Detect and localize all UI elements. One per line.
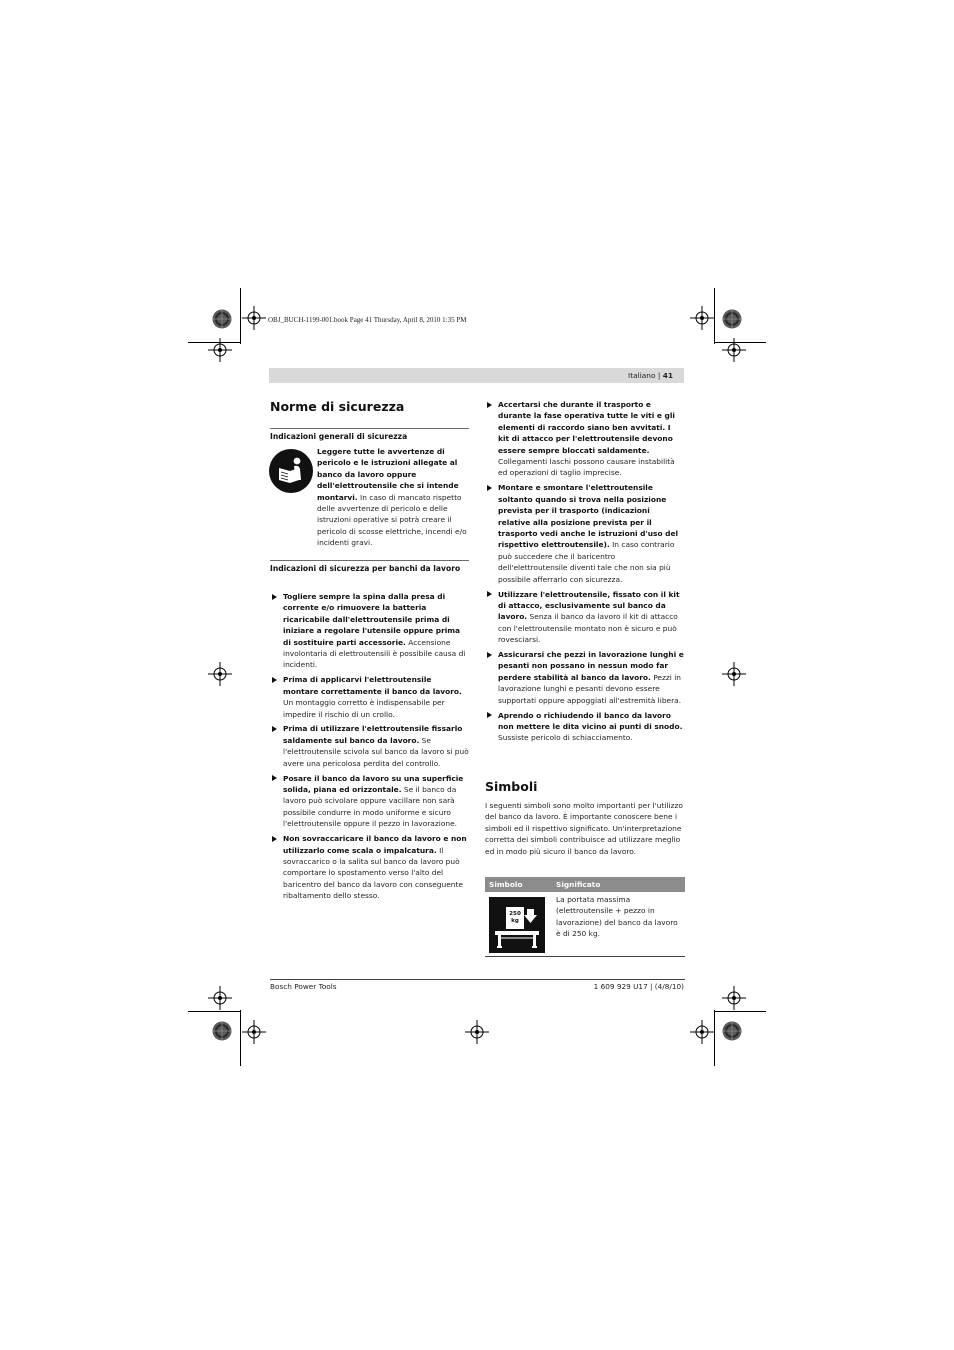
- section-title-symbols: Simboli: [485, 779, 538, 794]
- crop-line: [714, 288, 715, 344]
- header-language: Italiano: [628, 371, 656, 380]
- transport-bullet-list: [485, 399, 684, 747]
- divider: [270, 560, 469, 561]
- workbench-bullet-list: [270, 591, 469, 905]
- bullet-text: Sussiste pericolo di schiacciamento.: [498, 733, 633, 743]
- symbols-intro: I seguenti simboli sono molto importanti per l'utilizzo del banco da lavoro. È importante conoscere bene i simboli ed il rispettivo significato. Un'interpretazione corretta dei simboli contribuisce ad utilizzare meglio ed in modo più sicuro il banco da lavoro.: [485, 801, 683, 856]
- list-item: [485, 399, 684, 479]
- registration-crosshair-icon: [208, 662, 232, 686]
- bullet-bold: Prima di applicarvi l'elettroutensile montare correttamente il banco da lavoro.: [283, 675, 462, 696]
- list-item: [270, 674, 469, 720]
- footer-brand: Bosch Power Tools: [270, 982, 337, 991]
- color-target-icon: [212, 1021, 232, 1041]
- bullet-bold: Utilizzare l'elettroutensile, fissato con il kit di attacco, esclusivamente sul banco da lavoro.: [498, 589, 680, 622]
- color-target-icon: [212, 309, 232, 329]
- bullet-bold: Posare il banco da lavoro su una superficie solida, piana ed orizzontale.: [283, 773, 464, 794]
- bullet-bold: Prima di utilizzare l'elettroutensile fissarlo saldamente sul banco da lavoro.: [283, 724, 463, 745]
- list-item: [485, 482, 684, 585]
- list-item: [485, 710, 684, 744]
- registration-crosshair-icon: [722, 662, 746, 686]
- header-bar: [269, 368, 684, 383]
- list-item: [270, 723, 469, 769]
- bullet-bold: Aprendo o richiudendo il banco da lavoro non mettere le dita vicino ai punti di snodo.: [498, 710, 683, 731]
- bullet-bold: Non sovraccaricare il banco da lavoro e non utilizzarlo come scala o impalcatura.: [283, 834, 467, 855]
- list-item: [485, 649, 684, 706]
- bullet-text: Il sovraccarico o la salita sul banco da lavoro può comportare lo spostamento verso l'alto del baricentro del banco da lavoro con conseguente ribaltamento dello stesso.: [283, 845, 463, 901]
- registration-crosshair-icon: [722, 986, 746, 1010]
- registration-crosshair-icon: [465, 1020, 489, 1044]
- footer-doc-id: 1 609 929 U17 | (4/8/10): [593, 982, 684, 991]
- subsection-title-general: Indicazioni generali di sicurezza: [270, 432, 408, 441]
- header-separator: |: [657, 371, 661, 380]
- max-load-250kg-icon: [489, 897, 545, 957]
- section-title-safety: Norme di sicurezza: [270, 399, 405, 414]
- column-header-meaning: Significato: [556, 880, 601, 889]
- book-file-line: OBJ_BUCH-1199-001.book Page 41 Thursday, April 8, 2010 1:35 PM: [268, 316, 467, 324]
- registration-crosshair-icon: [690, 306, 714, 330]
- max-load-meaning: La portata massima (elettroutensile + pezzo in lavorazione) del banco da lavoro è di 250 kg.: [556, 895, 678, 939]
- list-item: [270, 833, 469, 901]
- bullet-bold: Montare e smontare l'elettroutensile soltanto quando si trova nella posizione prevista per il trasporto (indicazioni relative alla posizione prevista per il trasporto vedi anche le istruzioni d'uso del rispettivo elettroutensile).: [498, 483, 679, 550]
- symbols-table-header: [485, 877, 685, 892]
- registration-crosshair-icon: [242, 1020, 266, 1044]
- bullet-text: Se l'elettroutensile scivola sul banco da lavoro si può avere una pericolosa perdita del controllo.: [283, 735, 469, 768]
- bullet-text: In caso contrario può succedere che il baricentro dell'elettroutensile diventi tale che non sia più possibile afferrarlo con sicurezza.: [498, 540, 675, 584]
- crop-line: [188, 1011, 240, 1012]
- bullet-text: Pezzi in lavorazione lunghi e pesanti devono essere supportati oppure appoggiati all'estremità libera.: [498, 672, 682, 705]
- bullet-bold: Togliere sempre la spina dalla presa di corrente e/o rimuovere la batteria ricaricabile dall'elettroutensile prima di iniziare a regolare l'utensile oppure prima di sostituire parti accessorie.: [283, 592, 461, 647]
- column-header-symbol: Simbolo: [489, 880, 523, 889]
- general-warning-paragraph: [317, 446, 469, 549]
- footer-rule: [270, 979, 685, 980]
- bullet-bold: Assicurarsi che pezzi in lavorazione lunghi e pesanti non possano in nessun modo far perdere stabilità al banco da lavoro.: [498, 650, 684, 682]
- bullet-text: Se il banco da lavoro può scivolare oppure vacillare non sarà possibile condurre in modo uniforme e sicuro l'elettroutensile oppure il pezzo in lavorazione.: [283, 785, 458, 829]
- registration-crosshair-icon: [722, 338, 746, 362]
- list-item: [270, 591, 469, 671]
- crop-line: [240, 1010, 241, 1066]
- general-warning-text: In caso di mancato rispetto delle avvertenze di pericolo e delle istruzioni operative si potrà creare il pericolo di scosse elettriche, incendi e/o incidenti gravi.: [317, 492, 467, 548]
- bullet-text: Senza il banco da lavoro il kit di attacco con l'elettroutensile montato non è sicuro e può rovesciarsi.: [498, 612, 678, 645]
- list-item: [485, 589, 684, 646]
- registration-crosshair-icon: [242, 306, 266, 330]
- read-manual-icon: [269, 449, 313, 497]
- color-target-icon: [722, 1021, 742, 1041]
- bullet-text: Collegamenti laschi possono causare instabilità ed operazioni di taglio imprecise.: [498, 457, 675, 478]
- subsection-title-workbench: Indicazioni di sicurezza per banchi da lavoro: [270, 564, 461, 573]
- general-warning-bold: Leggere tutte le avvertenze di pericolo e le istruzioni allegate al banco da lavoro oppure dell'elettroutensile che si intende montarvi.: [317, 447, 459, 502]
- registration-crosshair-icon: [208, 986, 232, 1010]
- bullet-bold: Accertarsi che durante il trasporto e durante la fase operativa tutte le viti e gli elementi di raccordo siano ben avvitati. I kit di attacco per l'elettroutensile devono essere sempre bloccati saldamente.: [498, 400, 675, 455]
- bullet-text: Accensione involontaria di elettroutensili è possibile causa di incidenti.: [283, 637, 466, 670]
- divider: [270, 428, 469, 429]
- page-number: 41: [662, 371, 673, 380]
- color-target-icon: [722, 309, 742, 329]
- registration-crosshair-icon: [690, 1020, 714, 1044]
- crop-line: [714, 1011, 766, 1012]
- crop-line: [240, 288, 241, 344]
- registration-crosshair-icon: [208, 338, 232, 362]
- crop-line: [714, 1010, 715, 1066]
- table-bottom-rule: [485, 956, 685, 957]
- list-item: [270, 773, 469, 830]
- bullet-text: Un montaggio corretto è indispensabile per impedire il rischio di un crollo.: [283, 698, 445, 719]
- page-header: [628, 371, 673, 380]
- max-load-label: 250 kg: [509, 911, 521, 924]
